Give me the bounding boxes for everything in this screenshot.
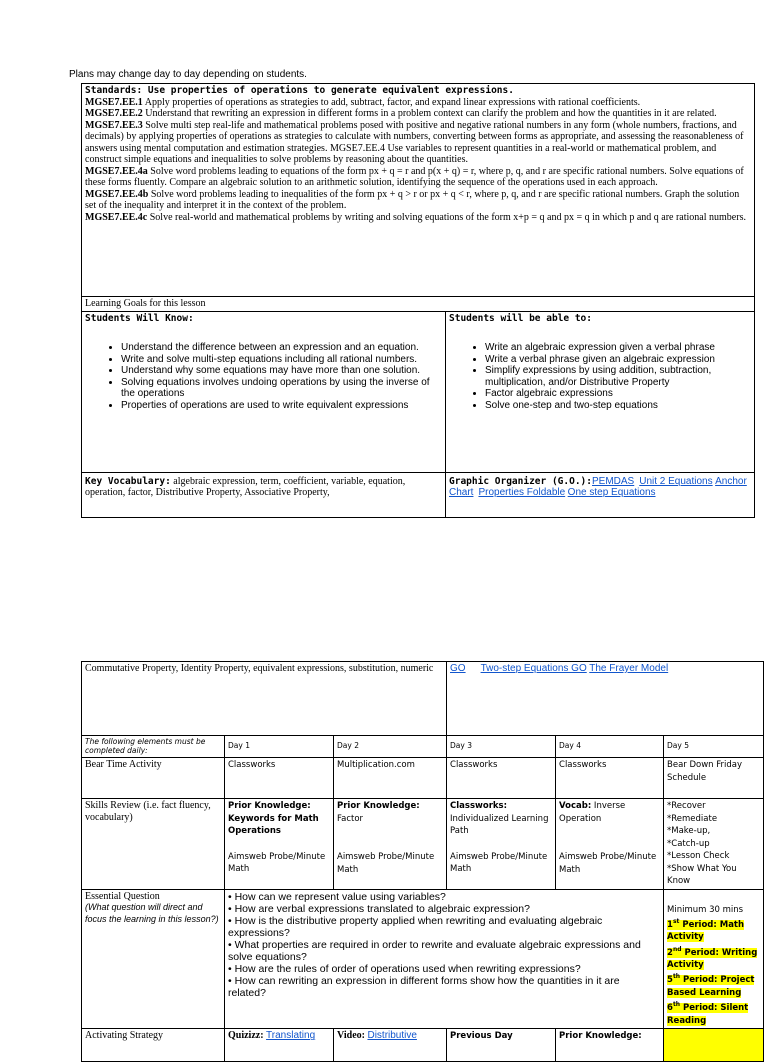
skills-d1-bold: Prior Knowledge:	[228, 801, 311, 811]
plans-note: Plans may change day to day depending on students.	[69, 69, 307, 80]
list-item: • Simplify expressions by using addition, subtraction, multiplication, and/or Distributive Property	[485, 365, 751, 388]
skills-day-1	[225, 799, 334, 890]
skills-d3-text: Individualized Learning Path	[450, 813, 549, 836]
key-vocabulary-cell	[82, 472, 446, 517]
standards-list	[85, 97, 751, 224]
two-step-equations-go-link[interactable]: Two-step Equations GO	[480, 663, 587, 674]
standard-code: MGSE7.EE.4b	[85, 188, 149, 200]
probe-text: Aimsweb Probe/Minute Math	[337, 852, 435, 875]
skills-day-4	[556, 799, 664, 890]
standard-item	[85, 212, 751, 224]
know-list	[85, 342, 442, 411]
probe-text: Aimsweb Probe/Minute Math	[450, 851, 548, 874]
activating-day-2: Video: Distributive	[334, 1029, 447, 1062]
essential-question-label: Essential Question	[85, 890, 160, 902]
list-item: • How can we represent value using variables?	[228, 890, 446, 903]
bear-time-label: Bear Time Activity	[82, 758, 225, 799]
essential-questions-list	[225, 889, 664, 1029]
graphic-organizer-cell	[446, 472, 755, 517]
students-able-cell	[446, 311, 755, 472]
frayer-model-link[interactable]: The Frayer Model	[589, 663, 669, 674]
activating-day-4: Prior Knowledge:	[556, 1029, 664, 1062]
standard-item	[85, 189, 751, 212]
skills-day-5	[664, 799, 764, 890]
standard-code: MGSE7.EE.4a	[85, 165, 148, 177]
list-item: • Understand why some equations may have more than one solution.	[121, 365, 442, 377]
list-item: *Catch-up	[667, 838, 710, 849]
list-item: • Write an algebraic expression given a verbal phrase	[485, 342, 751, 354]
day-5-periods	[664, 889, 764, 1029]
anchor-chart-link[interactable]: Anchor Chart	[449, 475, 747, 498]
learning-goals-label: Learning Goals for this lesson	[82, 297, 755, 312]
properties-foldable-link[interactable]: Properties Foldable	[478, 487, 566, 498]
list-item: • Solving equations involves undoing operations by using the inverse of the operations	[121, 377, 442, 400]
day-5-header: Day 5	[664, 736, 764, 758]
list-item: • How can rewriting an expression in different forms show how the quantities in it are related?	[228, 974, 620, 999]
distributive-link[interactable]: Distributive	[367, 1030, 417, 1042]
list-item: *Show What You Know	[667, 863, 737, 886]
standard-item	[85, 166, 751, 189]
pemdas-link[interactable]: PEMDAS	[592, 475, 635, 487]
list-item: *Recover	[667, 801, 706, 811]
standard-code: MGSE7.EE.4c	[85, 211, 148, 223]
activating-day-5	[664, 1029, 764, 1062]
able-heading: Students will be able to:	[449, 312, 592, 324]
essential-question-cell	[82, 889, 225, 1029]
list-item: • Factor algebraic expressions	[485, 388, 751, 400]
list-item: • Properties of operations are used to write equivalent expressions	[121, 400, 442, 412]
list-item: *Remediate	[667, 813, 718, 824]
bear-day-2: Multiplication.com	[334, 758, 447, 799]
bear-day-5: Bear Down Friday Schedule	[664, 758, 764, 799]
day-2-header: Day 2	[334, 736, 447, 758]
activating-strategy-label: Activating Strategy	[82, 1029, 225, 1062]
vocab-continued-cell: Commutative Property, Identity Property, equivalent expressions, substitution, numeric	[82, 662, 447, 736]
list-item: • How are the rules of order of operations used when rewriting expressions?	[228, 962, 581, 975]
standard-code: MGSE7.EE.1	[85, 96, 143, 108]
standard-text: Understand that rewriting an expression in different forms in a problem context can clarify the problem and how the quantities in it are related.	[142, 108, 717, 119]
unit2-equations-link[interactable]: Unit 2 Equations	[639, 475, 713, 487]
list-item: *Lesson Check	[667, 851, 730, 861]
skills-d2-text: Factor	[337, 813, 364, 824]
know-heading: Students Will Know:	[85, 312, 194, 324]
list-item: • Understand the difference between an expression and an equation.	[121, 342, 442, 354]
standard-item	[85, 120, 751, 166]
list-item: • Write and solve multi-step equations including all rational numbers.	[121, 354, 442, 366]
list-item: • Write a verbal phrase given an algebraic expression	[485, 354, 751, 366]
list-item: • How is the distributive property applied when rewriting and evaluating algebraic expressions?	[228, 914, 603, 939]
skills-d1-text: Keywords for Math Operations	[228, 813, 319, 836]
list-item: • Solve one-step and two-step equations	[485, 400, 751, 412]
list-item: *Make-up,	[667, 826, 711, 836]
bear-day-4: Classworks	[556, 758, 664, 799]
day-3-header: Day 3	[447, 736, 556, 758]
students-will-know-cell	[82, 311, 446, 472]
period-item: 6th Period: Silent Reading	[667, 1001, 749, 1026]
period-item: 1st Period: Math Activity	[667, 918, 745, 943]
vocab-label: Key Vocabulary:	[85, 475, 171, 487]
standards-heading: Standards: Use properties of operations to generate equivalent expressions.	[85, 85, 514, 96]
skills-d4-text: Inverse Operation	[559, 801, 626, 824]
able-list	[449, 342, 751, 411]
skills-day-3	[447, 799, 556, 890]
vocab-text: algebraic expression, term, coefficient, variable, equation, operation, factor, Distributive Property, Associative Property,	[85, 475, 406, 498]
bear-day-3: Classworks	[447, 758, 556, 799]
skills-d3-bold: Classworks:	[450, 801, 508, 811]
standard-text: Apply properties of operations as strategies to add, subtract, factor, and expand linear expressions with rational coefficients.	[142, 96, 641, 108]
probe-text: Aimsweb Probe/Minute Math	[228, 851, 326, 874]
standard-item	[85, 108, 751, 120]
activating-day-1: Quizizz: Translating	[225, 1029, 334, 1062]
daily-elements-note: The following elements must be completed daily:	[82, 736, 225, 758]
skills-review-label: Skills Review (i.e. fact fluency, vocabulary)	[82, 799, 225, 890]
go-continued-cell	[447, 662, 764, 736]
standard-text: Solve real-world and mathematical problems by writing and solving equations of the form x+p = q and px = q in which p and q are rational numbers.	[147, 211, 746, 223]
standard-text: Solve word problems leading to equations of the form px + q = r and p(x + q) = r, where p, q, and r are specific rational numbers. Solve equations of these forms fluently. Compare an algebraic solution to an arithmetic solution, identifying the sequence of the operations used in each approach.	[85, 165, 744, 188]
skills-d2-bold: Prior Knowledge:	[337, 801, 420, 811]
standard-text: Solve word problems leading to inequalities of the form px + q > r or px + q < r, where p, q, and r are specific rational numbers. Graph the solution set of the inequality and interpret it in the context of the problem.	[85, 188, 740, 211]
standard-code: MGSE7.EE.3	[85, 119, 143, 131]
standard-text: Solve multi step real-life and mathematical problems posed with positive and negative rational numbers in any form (whole numbers, fractions, and decimals) by applying properties of operations as strategies to calculate with numbers, converting between forms as appropriate, and assessing the reasonableness of answers using mental computation and estimation strategies. MGSE7.EE.4 Use variables to represent quantities in a real-world or mathematical problem, and construct simple equations and inequalities to solve problems by reasoning about the quantities.	[85, 119, 744, 165]
day-1-header: Day 1	[225, 736, 334, 758]
translating-link[interactable]: Translating	[266, 1030, 316, 1042]
day-4-header: Day 4	[556, 736, 664, 758]
standard-item	[85, 97, 751, 109]
list-item: • How are verbal expressions translated to algebraic expression?	[228, 902, 530, 915]
activating-day-3: Previous Day	[447, 1029, 556, 1062]
go-label: Graphic Organizer (G.O.):	[449, 475, 592, 487]
minimum-time: Minimum 30 mins	[667, 904, 744, 915]
skills-d4-bold: Vocab:	[559, 801, 592, 811]
one-step-equations-link[interactable]: One step Equations	[567, 487, 656, 498]
probe-text: Aimsweb Probe/Minute Math	[559, 852, 657, 875]
list-item: • What properties are required in order to rewrite and evaluate algebraic expressions and solve equations?	[228, 938, 641, 963]
standard-code: MGSE7.EE.2	[85, 108, 143, 119]
standards-table	[81, 83, 755, 518]
essential-question-sub: (What question will direct and focus the learning in this lesson?)	[85, 902, 219, 924]
schedule-table	[81, 661, 764, 1062]
period-item: 5th Period: Project Based Learning	[667, 973, 755, 998]
standards-cell	[82, 84, 755, 297]
period-item: 2nd Period: Writing Activity	[667, 945, 758, 971]
go-link[interactable]: GO	[450, 663, 466, 674]
skills-day-2	[334, 799, 447, 890]
bear-day-1: Classworks	[225, 758, 334, 799]
